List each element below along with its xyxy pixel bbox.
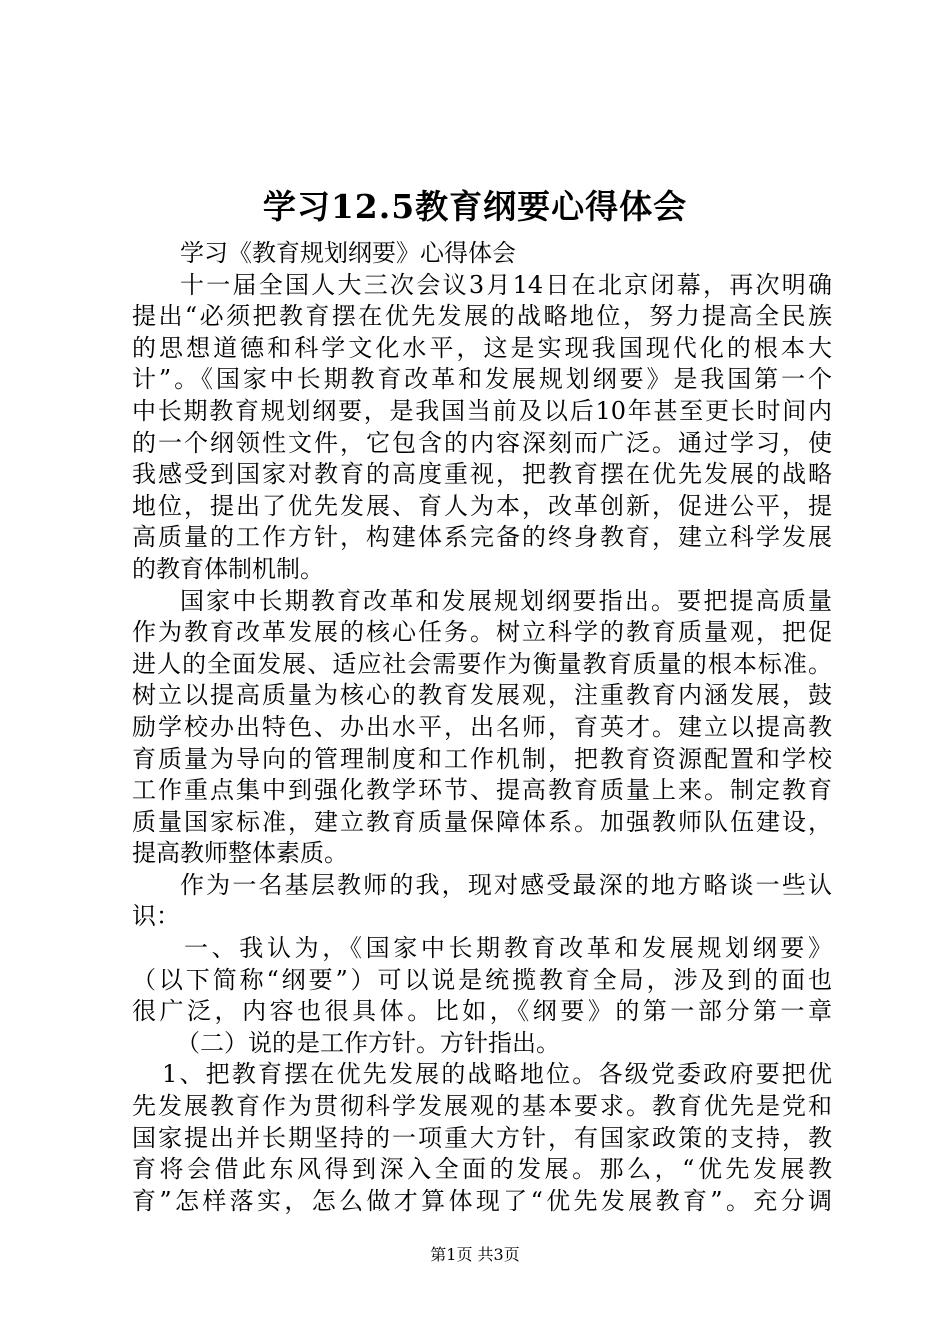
text-line: 高质量的工作方针，构建体系完备的终身教育，建立科学发展 <box>132 523 832 552</box>
text-line: （以下简称“纲要”）可以说是统揽教育全局，涉及到的面也 <box>132 965 832 994</box>
text-line: 1、把教育摆在优先发展的战略地位。各级党委政府要把优 <box>162 1060 832 1089</box>
text-line: 国家中长期教育改革和发展规划纲要指出。要把提高质量 <box>180 586 832 615</box>
text-line: 作为教育改革发展的核心任务。树立科学的教育质量观，把促 <box>132 618 832 647</box>
text-line: 国家提出并长期坚持的一项重大方针，有国家政策的支持，教 <box>132 1123 832 1152</box>
text-line: 励学校办出特色、办出水平，出名师，育英才。建立以提高教 <box>132 712 832 741</box>
text-line: 很广泛，内容也很具体。比如，《纲要》的第一部分第一章 <box>132 997 832 1026</box>
page-indicator: 第1页 共3页 <box>430 1245 520 1264</box>
text-line: （二）说的是工作方针。方针指出。 <box>176 1028 560 1057</box>
text-line: 质量国家标准，建立教育质量保障体系。加强教师队伍建设， <box>132 807 832 836</box>
text-line: 育将会借此东风得到深入全面的发展。那么，“优先发展教 <box>132 1155 832 1184</box>
text-line: 先发展教育作为贯彻科学发展观的基本要求。教育优先是党和 <box>132 1092 832 1121</box>
text-line: 十一届全国人大三次会议3月14日在北京闭幕，再次明确 <box>180 270 832 299</box>
text-line: 我感受到国家对教育的高度重视，把教育摆在优先发展的战略 <box>132 460 832 489</box>
text-line: 的思想道德和科学文化水平，这是实现我国现代化的根本大 <box>132 333 832 362</box>
text-line: 地位，提出了优先发展、育人为本，改革创新，促进公平，提 <box>132 491 832 520</box>
text-line: 进人的全面发展、适应社会需要作为衡量教育质量的根本标准。 <box>132 649 832 678</box>
text-line: 计”。《国家中长期教育改革和发展规划纲要》是我国第一个 <box>132 365 832 394</box>
text-line: 树立以提高质量为核心的教育发展观，注重教育内涵发展，鼓 <box>132 681 832 710</box>
text-line: 识： <box>132 902 180 931</box>
subtitle-line: 学习《教育规划纲要》心得体会 <box>180 239 516 267</box>
text-line: 中长期教育规划纲要，是我国当前及以后10年甚至更长时间内 <box>132 396 832 425</box>
text-line: 一、我认为，《国家中长期教育改革和发展规划纲要》 <box>184 934 832 963</box>
text-line: 工作重点集中到强化教学环节、提高教育质量上来。制定教育 <box>132 776 832 805</box>
document-title: 学习12.5教育纲要心得体会 <box>262 187 688 226</box>
text-line: 的一个纲领性文件，它包含的内容深刻而广泛。通过学习，使 <box>132 428 832 457</box>
text-line: 的教育体制机制。 <box>132 554 324 583</box>
text-line: 育质量为导向的管理制度和工作机制，把教育资源配置和学校 <box>132 744 832 773</box>
text-line: 育”怎样落实，怎么做才算体现了“优先发展教育”。充分调 <box>132 1186 832 1215</box>
text-line: 提高教师整体素质。 <box>132 839 348 868</box>
text-line: 作为一名基层教师的我，现对感受最深的地方略谈一些认 <box>180 870 832 899</box>
text-line: 提出“必须把教育摆在优先发展的战略地位，努力提高全民族 <box>132 302 832 331</box>
document-body <box>132 238 832 1217</box>
